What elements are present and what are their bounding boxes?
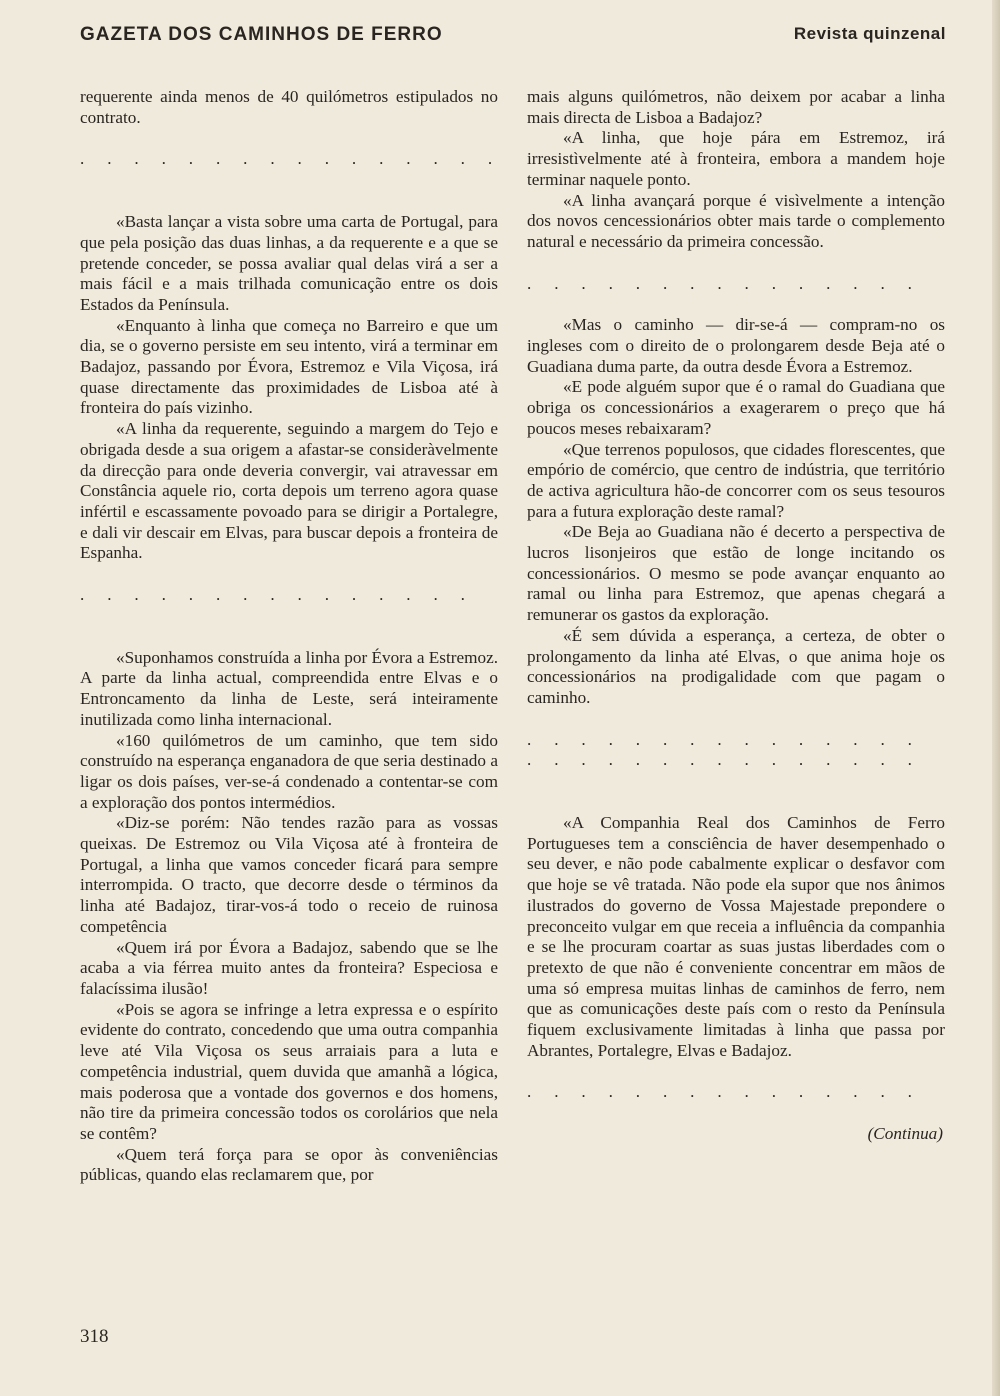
ellipsis-divider: . . . . . . . . . . . . . . . [80, 585, 465, 605]
paragraph: «A linha avançará porque é visìvelmente a intenção dos novos cencessionários obter mais tarde o complemento natural e necessário da primeira concessão. [527, 190, 945, 251]
paragraph: mais alguns quilómetros, não deixem por acabar a linha mais directa de Lisboa a Badajoz? [527, 87, 945, 127]
ellipsis-divider: . . . . . . . . . . . . . . . [527, 1082, 912, 1102]
paragraph: «Pois se agora se infringe a letra expressa e o espírito evidente do contrato, concedendo que uma outra companhia leve até Vila Viçosa os seus arraiais para a luta e competência industrial, quem duvida que amanhã a lógica, mais poderosa que a vontade dos governos e dos homens, não tire da primeira concessão todos os corolários que nela se contêm? [80, 999, 498, 1143]
page-edge [992, 0, 1000, 1396]
journal-subtitle: Revista quinzenal [793, 24, 946, 43]
paragraph: «A Companhia Real dos Caminhos de Ferro Portugueses tem a consciência de haver desempenhado o seu dever, e não pode cabalmente explicar o desfavor com que hoje se vê tratada. Não pode ela supor que nos ânimos ilustrados do governo de Vossa Majestade prepondere o preconceito vulgar em que receia a influência da companhia e se lhe procuram coartar as suas justas liberdades com o pretexto de que não é conveniente concentrar em mãos de uma só empresa muitas linhas de caminhos de ferro, nem que as comunicações deste país com o resto da Península fiquem exclusivamente limitadas à linha que passa por Abrantes, Portalegre, Elvas e Badajoz. [527, 813, 945, 1060]
right-column [527, 87, 945, 1145]
journal-title: GAZETA DOS CAMINHOS DE FERRO [80, 24, 443, 45]
paragraph: «A linha da requerente, seguindo a margem do Tejo e obrigada desde a sua origem a afastar-se consideràvelmente da direcção para onde deveria convergir, vai atravessar em Constância aquele rio, corta depois um terreno agora quase infértil e escassamente povoado para se dirigir a Portalegre, e dali vir descair em Elvas, para buscar depois a fronteira de Espanha. [80, 419, 498, 563]
paragraph: «160 quilómetros de um caminho, que tem sido construído na esperança enganadora de que seria destinado a ligar os dois países, ver-se-á condenado a contentar-se com a exploração dos pontos intermédios. [80, 730, 498, 812]
paragraph: «Quem irá por Évora a Badajoz, sabendo que se lhe acaba a via férrea muito antes da fronteira? Especiosa e falacíssima ilusão! [80, 937, 498, 998]
ellipsis-divider: . . . . . . . . . . . . . . . . [80, 149, 493, 169]
paragraph: «De Beja ao Guadiana não é decerto a perspectiva de lucros lisonjeiros que estão de longe incitando os concessionários. O mesmo se pode avançar enquanto ao ramal ou linha para Estremoz, que apenas chegará a remunerar os gastos da exploração. [527, 522, 945, 625]
ellipsis-divider: . . . . . . . . . . . . . . . [527, 273, 912, 293]
paragraph: «Diz-se porém: Não tendes razão para as vossas queixas. De Estremoz ou Vila Viçosa até à fronteira de Portugal, a linha que vamos conceder ficará para sempre interrompida. O tracto, que decorre desde o términos da linha até Badajoz, tirar-vos-á todo o receio de ruinosa competência [80, 813, 498, 936]
paragraph: «Que terrenos populosos, que cidades florescentes, que empório de comércio, que centro de indústria, que território de activa agricultura hão-de concorrer com os seus tesouros para a futura exploração deste ramal? [527, 439, 945, 521]
paragraph: «É sem dúvida a esperança, a certeza, de obter o prolongamento da linha até Elvas, o que anima hoje os concessionários na prodigalidade com que pagam o caminho. [527, 625, 945, 707]
paragraph: «A linha, que hoje pára em Estremoz, irá irresistìvelmente até à fronteira, embora a mandem hoje terminar naquele ponto. [527, 128, 945, 189]
paragraph: «Quem terá força para se opor às conveniências públicas, quando elas reclamarem que, por [80, 1144, 498, 1185]
paragraph: requerente ainda menos de 40 quilómetros estipulados no contrato. [80, 87, 498, 127]
left-column [80, 87, 498, 1186]
paragraph: «Suponhamos construída a linha por Évora a Estremoz. A parte da linha actual, compreendida entre Elvas e o Entroncamento da linha de Leste, será inteiramente inutilizada como linha internacional. [80, 647, 498, 729]
paragraph: «Basta lançar a vista sobre uma carta de Portugal, para que pela posição das duas linhas, a da requerente e a que se pretende conceder, se possa avaliar qual delas virá a ser a mais fácil e a mais trilhada comunicação entre os dois Estados da Península. [80, 212, 498, 314]
ellipsis-divider: . . . . . . . . . . . . . . . [527, 750, 912, 770]
page-number: 318 [80, 1326, 109, 1347]
continued-note: (Continua) [867, 1124, 943, 1144]
paragraph: «Mas o caminho — dir-se-á — compram-no os ingleses com o direito de o prolongarem desde Beja até o Guadiana duma parte, da outra desde Évora a Estremoz. [527, 315, 945, 376]
paragraph: «Enquanto à linha que começa no Barreiro e que um dia, se o governo persiste em seu intento, virá a terminar em Badajoz, passando por Évora, Estremoz e Vila Viçosa, irá quase directamente das proximidades de Lisboa até à fronteira do país vizinho. [80, 315, 498, 418]
ellipsis-divider: . . . . . . . . . . . . . . . [527, 729, 912, 749]
paragraph: «E pode alguém supor que é o ramal do Guadiana que obriga os concessionários a exagerarem o preço que há poucos meses rebaixaram? [527, 377, 945, 438]
